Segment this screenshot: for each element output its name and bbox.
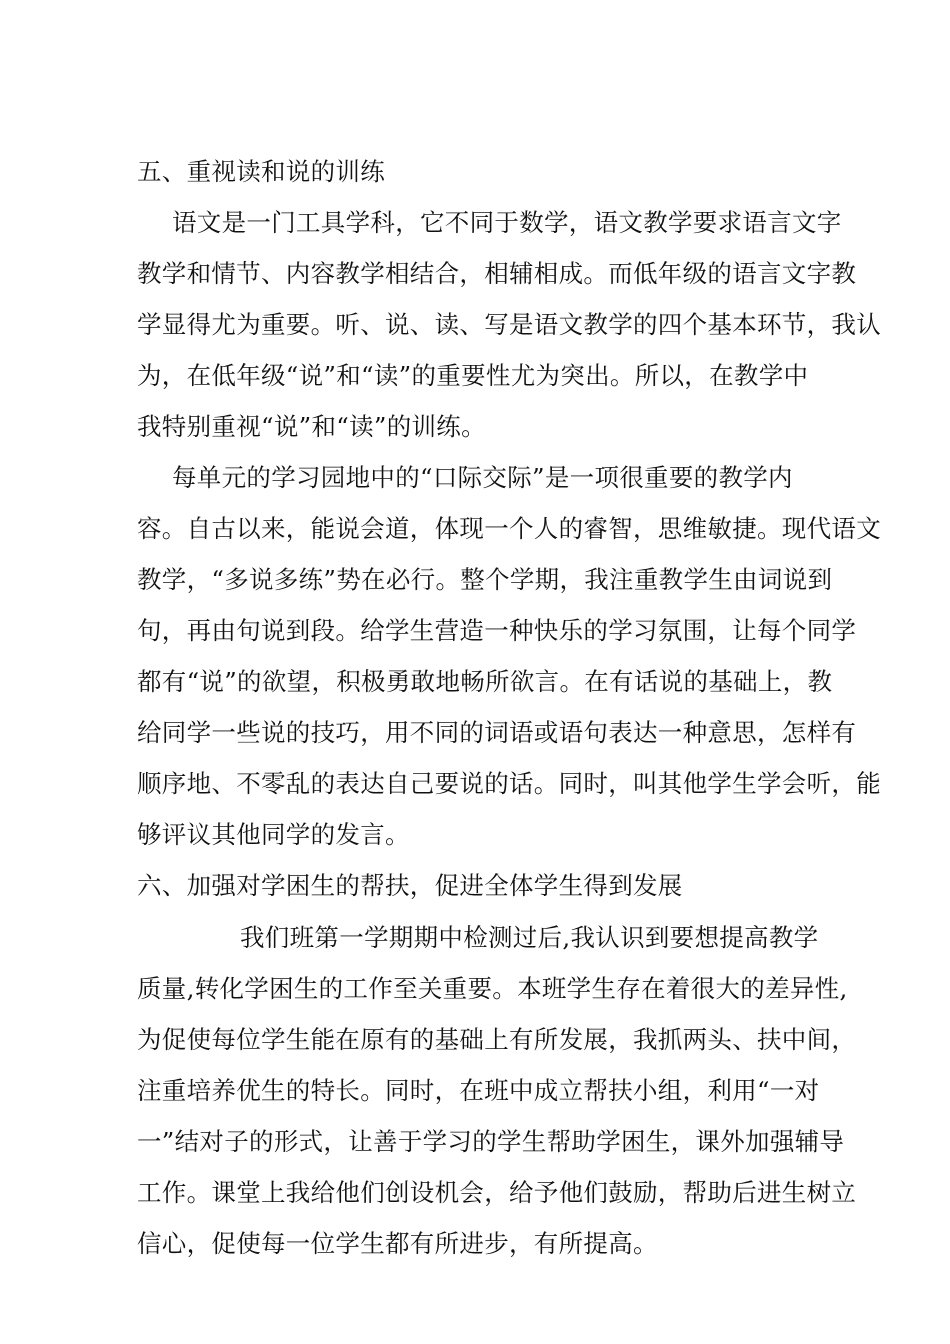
text-line: 教学和情节、内容教学相结合，相辅相成。而低年级的语言文字教 <box>137 259 857 288</box>
text-line: 学显得尤为重要。听、说、读、写是语文教学的四个基本环节，我认 <box>137 310 881 339</box>
text-line: 为促使每位学生能在原有的基础上有所发展，我抓两头、扶中间， <box>137 1025 857 1054</box>
text-line: 顺序地、不零乱的表达自己要说的话。同时，叫其他学生学会听，能 <box>137 769 881 798</box>
text-line: 句，再由句说到段。给学生营造一种快乐的学习氛围，让每个同学 <box>137 616 857 645</box>
section-heading: 五、重视读和说的训练 <box>137 157 385 186</box>
text-line: 工作。课堂上我给他们创设机会，给予他们鼓励，帮助后进生树立 <box>137 1178 857 1207</box>
text-line: 注重培养优生的特长。同时，在班中成立帮扶小组，利用“一对 <box>137 1076 820 1105</box>
text-line: 容。自古以来，能说会道，体现一个人的睿智，思维敏捷。现代语文 <box>137 514 881 543</box>
text-line: 给同学一些说的技巧，用不同的词语或语句表达一种意思，怎样有 <box>137 718 857 747</box>
text-line: 每单元的学习园地中的“口际交际”是一项很重要的教学内 <box>172 463 793 492</box>
text-line: 我们班第一学期期中检测过后,我认识到要想提高教学 <box>240 923 819 952</box>
text-line: 一”结对子的形式，让善于学习的学生帮助学困生，课外加强辅导 <box>137 1127 845 1156</box>
text-line: 我特别重视“说”和“读”的训练。 <box>137 412 486 441</box>
text-line: 教学，“多说多练”势在必行。整个学期，我注重教学生由词说到 <box>137 565 833 594</box>
text-line: 够评议其他同学的发言。 <box>137 820 410 849</box>
text-line: 质量,转化学困生的工作至关重要。本班学生存在着很大的差异性, <box>137 974 848 1003</box>
text-line: 为，在低年级“说”和“读”的重要性尤为突出。所以，在教学中 <box>137 361 809 390</box>
section-heading: 六、加强对学困生的帮扶，促进全体学生得到发展 <box>137 871 683 900</box>
text-line: 信心，促使每一位学生都有所进步，有所提高。 <box>137 1229 658 1258</box>
text-line: 语文是一门工具学科，它不同于数学，语文教学要求语言文字 <box>172 208 842 237</box>
text-line: 都有“说”的欲望，积极勇敢地畅所欲言。在有话说的基础上，教 <box>137 667 833 696</box>
